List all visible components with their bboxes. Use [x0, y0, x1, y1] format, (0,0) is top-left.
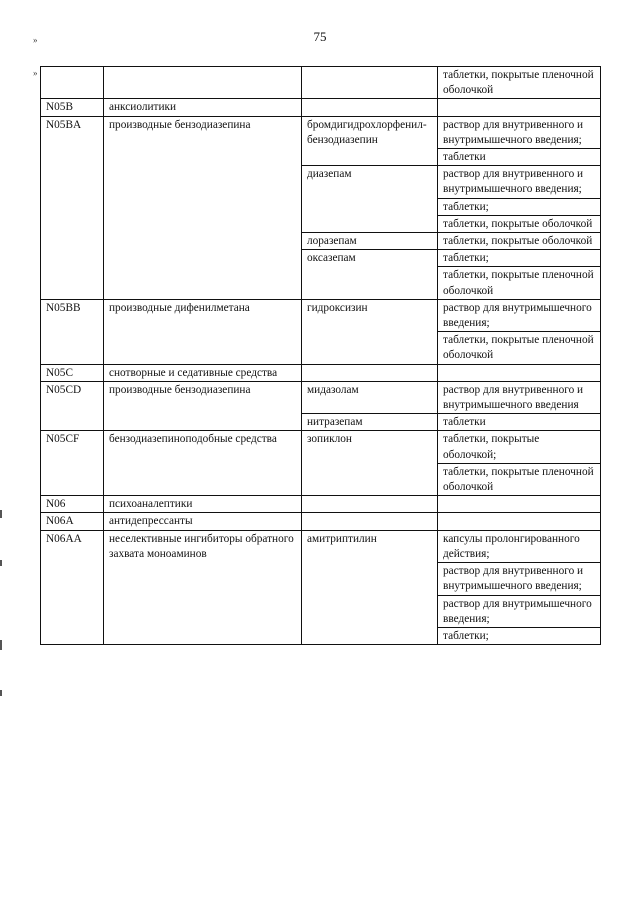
drug-name-cell: лоразепам	[302, 233, 438, 250]
drug-name-cell	[302, 67, 438, 99]
scan-edge-mark	[0, 560, 2, 566]
group-name-cell: анксиолитики	[104, 99, 302, 116]
atc-code-cell: N06A	[41, 513, 104, 530]
dosage-form-cell: таблетки, покрытые оболочкой	[438, 215, 601, 232]
drug-name-cell	[302, 513, 438, 530]
drug-name-cell	[302, 496, 438, 513]
table-row	[41, 67, 601, 99]
dosage-form-cell: таблетки, покрытые пленочной оболочкой	[438, 267, 601, 299]
dosage-form-cell: раствор для внутримышечного введения;	[438, 595, 601, 627]
dosage-form-cell: таблетки	[438, 149, 601, 166]
dosage-form-cell: таблетки;	[438, 198, 601, 215]
group-name-cell: производные бензодиазепина	[104, 116, 302, 299]
table-row	[41, 530, 601, 562]
atc-code-cell: N05CF	[41, 431, 104, 496]
table-row	[41, 496, 601, 513]
drug-name-cell: амитриптилин	[302, 530, 438, 644]
dosage-form-cell: таблетки	[438, 414, 601, 431]
group-name-cell: снотворные и седативные средства	[104, 364, 302, 381]
margin-mark: »	[33, 68, 38, 78]
table-row	[41, 381, 601, 413]
drug-name-cell: гидроксизин	[302, 299, 438, 364]
atc-code-cell: N06AA	[41, 530, 104, 644]
drug-name-cell: нитразепам	[302, 414, 438, 431]
dosage-form-cell: таблетки;	[438, 627, 601, 644]
dosage-form-cell: раствор для внутримышечного введения;	[438, 299, 601, 331]
table-row	[41, 99, 601, 116]
drug-name-cell: зопиклон	[302, 431, 438, 496]
atc-code-cell: N05CD	[41, 381, 104, 431]
scan-edge-mark	[0, 690, 2, 696]
table-row	[41, 116, 601, 148]
dosage-form-cell: раствор для внутривенного и внутримышечного введения;	[438, 563, 601, 595]
dosage-form-cell: раствор для внутривенного и внутримышечного введения;	[438, 116, 601, 148]
dosage-form-cell	[438, 513, 601, 530]
dosage-form-cell: таблетки, покрытые пленочной оболочкой	[438, 67, 601, 99]
medication-table	[40, 66, 601, 645]
drug-name-cell	[302, 364, 438, 381]
table-row	[41, 513, 601, 530]
group-name-cell: неселективные ингибиторы обратного захвата моноаминов	[104, 530, 302, 644]
dosage-form-cell: раствор для внутривенного и внутримышечного введения;	[438, 166, 601, 198]
dosage-form-cell	[438, 364, 601, 381]
atc-code-cell: N05C	[41, 364, 104, 381]
atc-code-cell	[41, 67, 104, 99]
dosage-form-cell	[438, 496, 601, 513]
dosage-form-cell	[438, 99, 601, 116]
drug-name-cell	[302, 99, 438, 116]
drug-name-cell: диазепам	[302, 166, 438, 233]
group-name-cell: бензодиазепиноподобные средства	[104, 431, 302, 496]
dosage-form-cell: капсулы пролонгированного действия;	[438, 530, 601, 562]
group-name-cell	[104, 67, 302, 99]
group-name-cell: производные бензодиазепина	[104, 381, 302, 431]
page-number: 75	[313, 29, 327, 44]
dosage-form-cell: таблетки, покрытые оболочкой	[438, 233, 601, 250]
group-name-cell: антидепрессанты	[104, 513, 302, 530]
drug-name-cell: мидазолам	[302, 381, 438, 413]
atc-code-cell: N05BA	[41, 116, 104, 299]
atc-code-cell: N06	[41, 496, 104, 513]
dosage-form-cell: таблетки, покрытые пленочной оболочкой	[438, 332, 601, 364]
dosage-form-cell: таблетки;	[438, 250, 601, 267]
drug-name-cell: оксазепам	[302, 250, 438, 300]
table-row	[41, 431, 601, 463]
scan-edge-mark	[0, 640, 2, 650]
scan-edge-mark	[0, 510, 2, 518]
atc-code-cell: N05BB	[41, 299, 104, 364]
dosage-form-cell: таблетки, покрытые пленочной оболочкой	[438, 463, 601, 495]
dosage-form-cell: раствор для внутривенного и внутримышечного введения	[438, 381, 601, 413]
dosage-form-cell: таблетки, покрытые оболочкой;	[438, 431, 601, 463]
margin-mark: »	[33, 35, 38, 45]
group-name-cell: психоаналептики	[104, 496, 302, 513]
group-name-cell: производные дифенилметана	[104, 299, 302, 364]
atc-code-cell: N05B	[41, 99, 104, 116]
drug-name-cell: бромдигидрохлорфенил-бензодиазепин	[302, 116, 438, 166]
table-row	[41, 299, 601, 331]
table-row	[41, 364, 601, 381]
